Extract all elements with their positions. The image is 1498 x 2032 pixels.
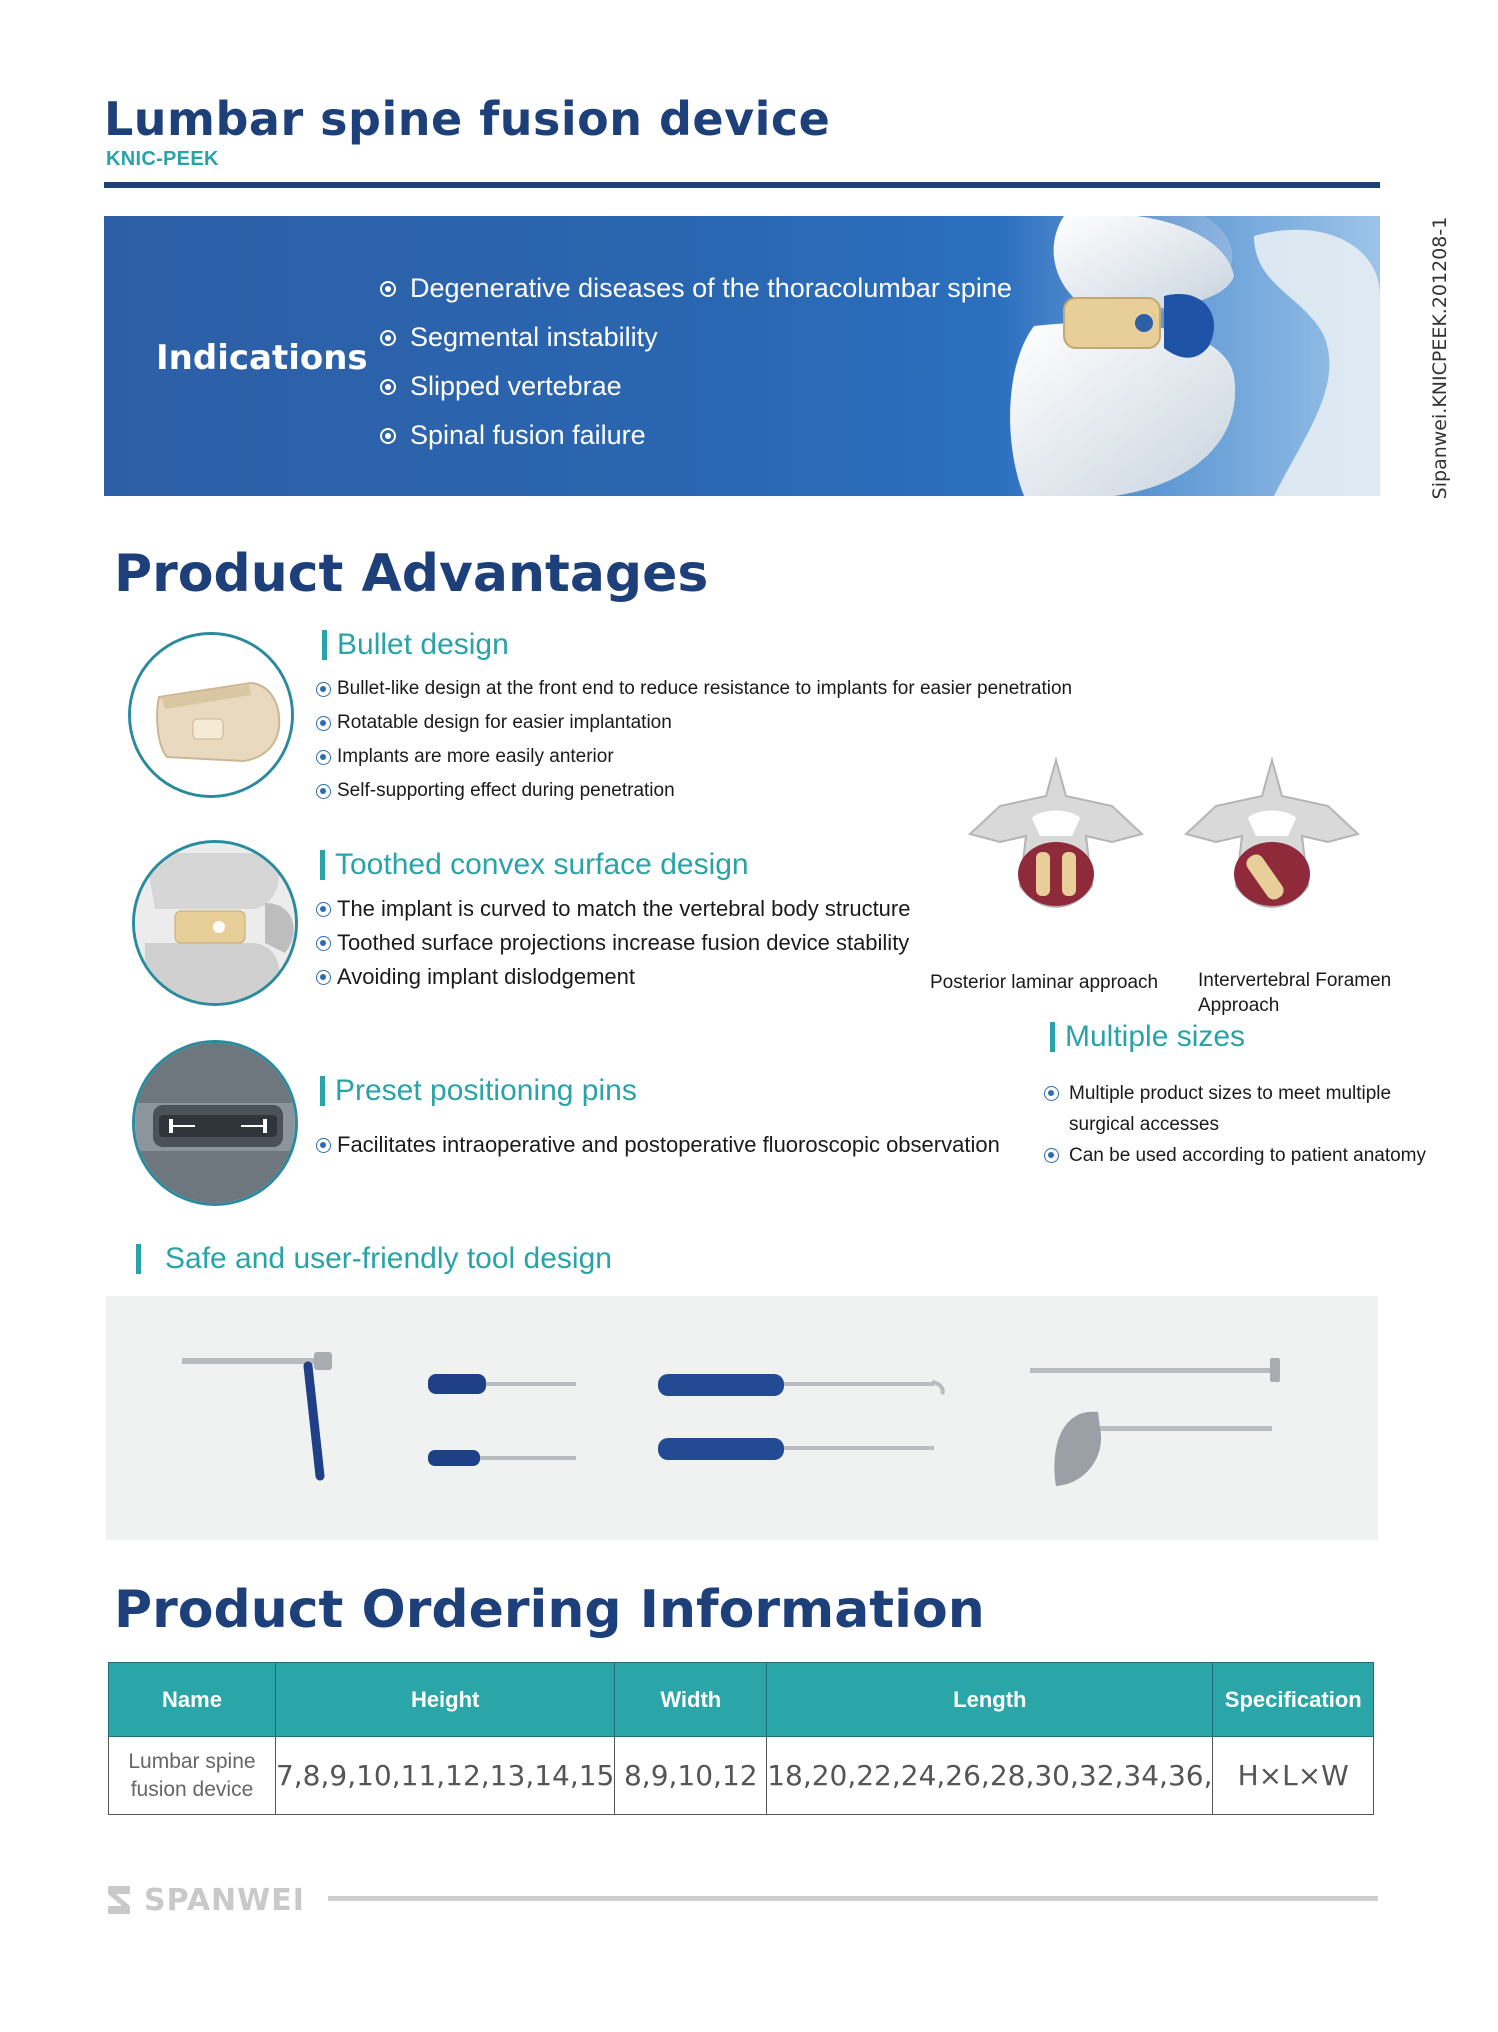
- column-header: Height: [275, 1663, 614, 1737]
- list-item: Bullet-like design at the front end to reduce resistance to implants for easier penetration: [316, 672, 1072, 706]
- bullet-icon: [316, 784, 331, 799]
- column-header: Width: [615, 1663, 767, 1737]
- indications-list: [380, 264, 1012, 460]
- bullet-icon: [316, 682, 331, 697]
- list-item: Segmental instability: [380, 313, 1012, 362]
- bullet-icon: [316, 970, 331, 985]
- footer-logo: [104, 1880, 305, 1920]
- fluoroscopic-image: [132, 1040, 298, 1206]
- list-item: Multiple product sizes to meet multiple surgical accesses: [1044, 1078, 1456, 1140]
- bullet-icon: [316, 716, 331, 731]
- brand-logo-icon: [104, 1880, 134, 1920]
- bullet-icon: [316, 902, 331, 917]
- ordering-heading: Product Ordering Information: [114, 1580, 985, 1640]
- advantages-heading: Product Advantages: [114, 544, 709, 604]
- tools-panel: [106, 1296, 1378, 1540]
- column-header: Name: [109, 1663, 276, 1737]
- list-item: Can be used according to patient anatomy: [1044, 1140, 1456, 1171]
- bullet-icon: [380, 281, 396, 297]
- list-item: Degenerative diseases of the thoracolumbar spine: [380, 264, 1012, 313]
- bullet-icon: [1044, 1148, 1059, 1163]
- cell-name: Lumbar spine fusion device: [109, 1737, 276, 1815]
- column-header: Specification: [1213, 1663, 1374, 1737]
- indications-banner: [104, 216, 1380, 496]
- xray-icon: [135, 1043, 298, 1206]
- toothed-implant-image: [132, 840, 298, 1006]
- multiple-sizes-title: Multiple sizes: [1050, 1020, 1245, 1054]
- surgical-tools-image: [106, 1296, 1378, 1540]
- bullet-icon: [316, 750, 331, 765]
- title-divider: [104, 182, 1380, 188]
- bullet-icon: [380, 330, 396, 346]
- footer-brand: SPANWEI: [144, 1882, 305, 1918]
- table-header-row: [109, 1663, 1374, 1737]
- bullet-implant-image: [128, 632, 294, 798]
- page-title: Lumbar spine fusion device: [104, 92, 831, 146]
- positioning-pins-title: Preset positioning pins: [320, 1074, 637, 1108]
- toothed-design-list: [316, 892, 910, 994]
- column-header: Length: [767, 1663, 1213, 1737]
- vertebra-implant-icon: [135, 843, 298, 1006]
- table-row: [109, 1737, 1374, 1815]
- posterior-approach-image: [962, 756, 1150, 918]
- list-item: Self-supporting effect during penetration: [316, 774, 1072, 808]
- cell-length: 18,20,22,24,26,28,30,32,34,36,: [767, 1737, 1213, 1815]
- positioning-pins-list: [316, 1128, 1000, 1162]
- bullet-icon: [316, 936, 331, 951]
- implant-icon: [131, 635, 294, 798]
- list-item: Rotatable design for easier implantation: [316, 706, 1072, 740]
- foramen-approach-image: [1178, 756, 1366, 918]
- list-item: The implant is curved to match the vertebral body structure: [316, 892, 910, 926]
- bullet-icon: [380, 428, 396, 444]
- tools-title: Safe and user-friendly tool design: [136, 1242, 612, 1276]
- list-item: Implants are more easily anterior: [316, 740, 1072, 774]
- list-item: Spinal fusion failure: [380, 411, 1012, 460]
- toothed-design-title: Toothed convex surface design: [320, 848, 749, 882]
- list-item: Facilitates intraoperative and postoperative fluoroscopic observation: [316, 1128, 1000, 1162]
- bullet-icon: [1044, 1086, 1059, 1101]
- cell-width: 8,9,10,12: [615, 1737, 767, 1815]
- list-item: Avoiding implant dislodgement: [316, 960, 910, 994]
- bullet-design-list: [316, 672, 1072, 808]
- cell-spec: H×L×W: [1213, 1737, 1374, 1815]
- document-code: Sipanwei.KNICPEEK.201208-1: [1429, 216, 1451, 500]
- bullet-icon: [316, 1138, 331, 1153]
- list-item: Slipped vertebrae: [380, 362, 1012, 411]
- posterior-approach-caption: Posterior laminar approach: [930, 972, 1159, 993]
- multiple-sizes-list: [1044, 1078, 1456, 1171]
- cell-height: 7,8,9,10,11,12,13,14,15: [275, 1737, 614, 1815]
- ordering-table: [108, 1662, 1374, 1815]
- list-item: Toothed surface projections increase fusion device stability: [316, 926, 910, 960]
- product-code: KNIC-PEEK: [106, 148, 219, 170]
- bullet-design-title: Bullet design: [322, 628, 509, 662]
- foramen-approach-caption: Intervertebral Foramen Approach: [1198, 970, 1392, 1016]
- footer-divider: [328, 1896, 1378, 1901]
- indications-label: Indications: [156, 338, 368, 378]
- bullet-icon: [380, 379, 396, 395]
